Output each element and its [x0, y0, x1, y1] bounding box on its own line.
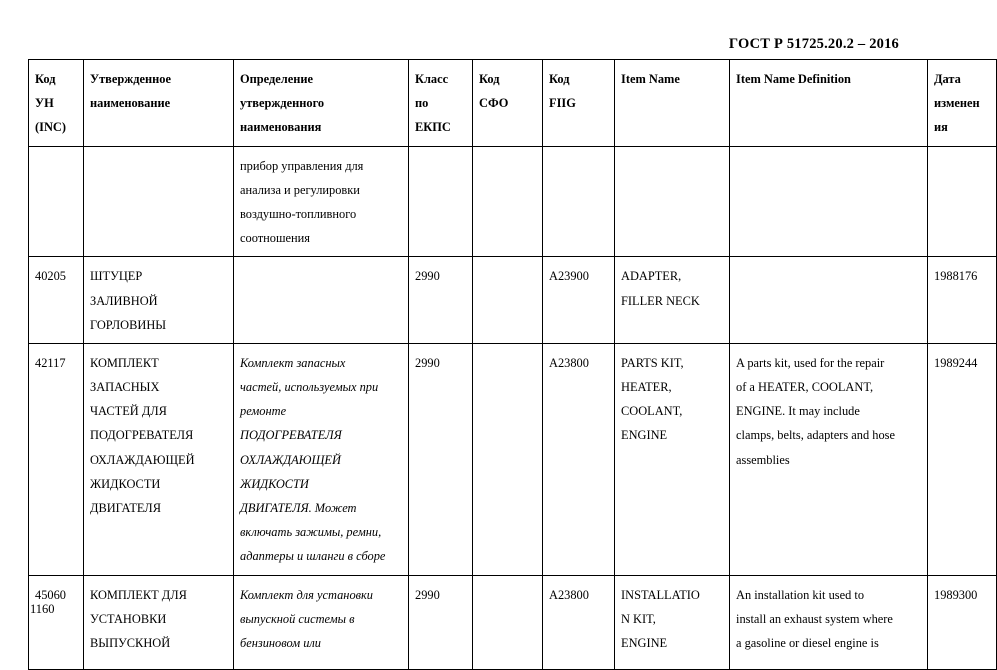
column-header-line: Item Name — [621, 72, 680, 86]
table-body — [29, 146, 997, 669]
cell-text: КОМПЛЕКТ ДЛЯ УСТАНОВКИ ВЫПУСКНОЙ — [90, 587, 187, 650]
cell-code-un — [29, 575, 84, 669]
column-header-line: СФО — [479, 96, 509, 111]
column-header-line: Класс — [415, 72, 449, 86]
cell-text: Комплект для установки выпускной системы в бензиновом или — [240, 587, 374, 650]
cell-text: 45060 — [35, 587, 66, 602]
cell-code-fiig — [543, 575, 615, 669]
standard-items-table — [28, 59, 997, 670]
cell-text: A parts kit, used for the repair of a HEATER, COOLANT, ENGINE. It may include clamps, belts, adapters and hose assemblies — [736, 355, 895, 467]
column-header-class-ekps — [409, 60, 473, 147]
column-header-line: ия — [934, 120, 948, 135]
cell-code-sfo — [473, 257, 543, 344]
cell-text: PARTS KIT, HEATER, COOLANT, ENGINE — [621, 355, 684, 443]
column-header-line: FIIG — [549, 96, 576, 111]
cell-text: An installation kit used to install an exhaust system where a gasoline or diesel engine is — [736, 587, 893, 650]
cell-code-fiig — [543, 146, 615, 257]
cell-text: INSTALLATIO N KIT, ENGINE — [621, 587, 700, 650]
cell-item-name-definition — [730, 146, 928, 257]
cell-approved-name — [84, 343, 234, 575]
cell-text: A23800 — [549, 587, 589, 602]
cell-item-name — [615, 146, 730, 257]
cell-class-ekps — [409, 575, 473, 669]
column-header-line: Код — [479, 72, 500, 86]
table-row — [29, 257, 997, 344]
cell-class-ekps — [409, 343, 473, 575]
cell-code-fiig — [543, 257, 615, 344]
column-header-line: по — [415, 96, 429, 111]
column-header-change-date — [928, 60, 997, 147]
table-row — [29, 343, 997, 575]
cell-definition — [234, 146, 409, 257]
cell-code-sfo — [473, 343, 543, 575]
cell-text: A23800 — [549, 355, 589, 370]
cell-change-date — [928, 257, 997, 344]
cell-code-sfo — [473, 146, 543, 257]
column-header-line: изменен — [934, 96, 980, 111]
cell-text: 2990 — [415, 269, 440, 284]
column-header-line: УН — [35, 96, 54, 111]
column-header-definition — [234, 60, 409, 147]
cell-text: 2990 — [415, 587, 440, 602]
cell-code-sfo — [473, 575, 543, 669]
cell-text: прибор управления для анализа и регулировки воздушно-топливного соотношения — [240, 158, 364, 246]
column-header-code-sfo — [473, 60, 543, 147]
cell-code-fiig — [543, 343, 615, 575]
cell-text: КОМПЛЕКТ ЗАПАСНЫХ ЧАСТЕЙ ДЛЯ ПОДОГРЕВАТЕЛЯ ОХЛАЖДАЮЩЕЙ ЖИДКОСТИ ДВИГАТЕЛЯ — [90, 355, 195, 515]
cell-item-name-definition — [730, 343, 928, 575]
cell-code-un — [29, 343, 84, 575]
cell-text: ADAPTER, FILLER NECK — [621, 269, 700, 308]
cell-text: 1988176 — [934, 269, 978, 284]
column-header-line: Код — [35, 72, 56, 86]
cell-text: 42117 — [35, 355, 66, 370]
cell-approved-name — [84, 575, 234, 669]
cell-change-date — [928, 343, 997, 575]
column-header-line: Утвержденное — [90, 72, 171, 86]
cell-item-name-definition — [730, 575, 928, 669]
column-header-code-un — [29, 60, 84, 147]
column-header-line: Item Name Definition — [736, 72, 851, 86]
column-header-line: (INC) — [35, 120, 66, 135]
cell-approved-name — [84, 257, 234, 344]
cell-change-date — [928, 146, 997, 257]
cell-text: A23900 — [549, 269, 589, 284]
table-header — [29, 60, 997, 147]
cell-text: ШТУЦЕР ЗАЛИВНОЙ ГОРЛОВИНЫ — [90, 269, 167, 332]
column-header-approved-name — [84, 60, 234, 147]
document-header: ГОСТ Р 51725.20.2 – 2016 — [728, 36, 899, 52]
table-row — [29, 146, 997, 257]
column-header-line: наименование — [90, 96, 171, 111]
column-header-line: Определение — [240, 72, 314, 86]
column-header-code-fiig — [543, 60, 615, 147]
cell-approved-name — [84, 146, 234, 257]
column-header-line: наименования — [240, 120, 322, 135]
table-header-row — [29, 60, 997, 147]
column-header-line: Дата — [934, 72, 961, 86]
cell-item-name-definition — [730, 257, 928, 344]
cell-text: 40205 — [35, 269, 66, 284]
cell-item-name — [615, 575, 730, 669]
column-header-line: утвержденного — [240, 96, 325, 111]
cell-item-name — [615, 257, 730, 344]
cell-class-ekps — [409, 146, 473, 257]
column-header-item-name-definition — [730, 60, 928, 147]
column-header-line: Код — [549, 72, 570, 86]
column-header-item-name — [615, 60, 730, 147]
cell-text: 1989244 — [934, 355, 978, 370]
cell-definition — [234, 343, 409, 575]
cell-text: 2990 — [415, 355, 440, 370]
page-number: 1160 — [30, 602, 55, 616]
cell-text: 1989300 — [934, 587, 978, 602]
cell-code-un — [29, 146, 84, 257]
cell-definition — [234, 575, 409, 669]
cell-class-ekps — [409, 257, 473, 344]
cell-change-date — [928, 575, 997, 669]
cell-item-name — [615, 343, 730, 575]
table-row — [29, 575, 997, 669]
cell-text: Комплект запасных частей, используемых при ремонте ПОДОГРЕВАТЕЛЯ ОХЛАЖДАЮЩЕЙ ЖИДКОСТИ ДВИГАТЕЛЯ. Может включать зажимы, ремни, адаптеры и шланги в сборе — [240, 355, 386, 564]
column-header-line: ЕКПС — [415, 120, 451, 135]
cell-definition — [234, 257, 409, 344]
cell-code-un — [29, 257, 84, 344]
